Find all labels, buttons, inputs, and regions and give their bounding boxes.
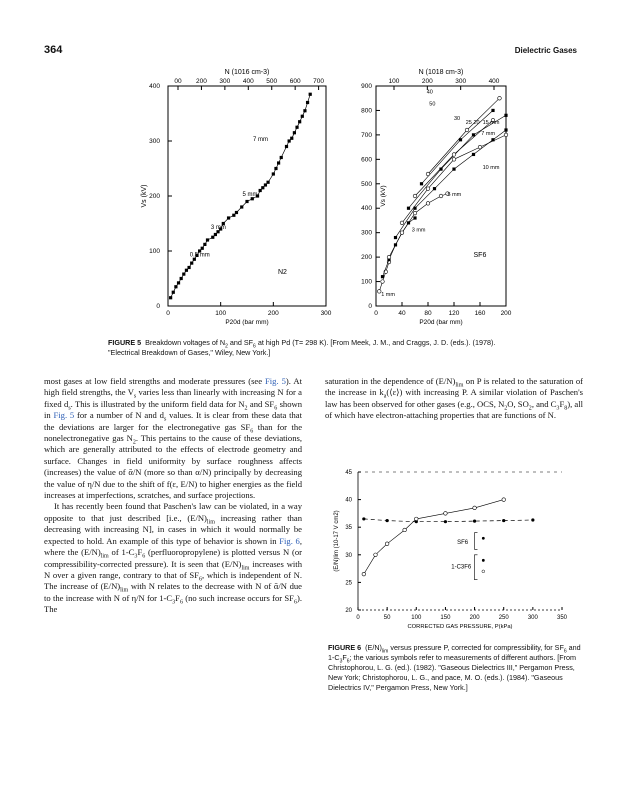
sf6-point (473, 520, 476, 523)
n2-data-point (211, 236, 214, 239)
right-x-tick: 40 (398, 310, 406, 317)
n2-data-point (280, 156, 283, 159)
fig6-y-tick: 30 (345, 552, 352, 559)
left-y-tick: 200 (149, 193, 160, 200)
sf6-point (444, 520, 447, 523)
left-top-tick: 500 (266, 78, 278, 85)
n2-data-point (206, 238, 209, 241)
left-x-tick: 200 (267, 310, 279, 317)
paragraph: saturation in the dependence of $(E/N)_{lim}$ on P is related to the saturation of the increase in $k_a(⟨\varepsilon⟩)$ with increasing P. A similar violation of Paschen's law has been observed for other gases (e.g., OCS, $N_2O$, $SO_2$, and $C_3F_8$), all of which have electron-attaching properties that are functions of N. (325, 376, 583, 421)
sf6-data-point (407, 207, 410, 210)
right-curve-label: 20 (473, 119, 480, 126)
fig6-y-tick: 25 (345, 580, 352, 587)
right-top-tick: 400 (488, 78, 500, 85)
right-x-tick: 160 (474, 310, 486, 317)
sf6-curve (379, 262, 389, 291)
n2-data-point (245, 200, 248, 203)
c3f6-point (444, 512, 448, 516)
n2-data-point (285, 145, 288, 148)
n2-data-point (264, 183, 267, 186)
body-column-left (44, 376, 302, 616)
n2-data-point (303, 109, 306, 112)
left-top-tick: 200 (196, 78, 207, 85)
n2-data-point (203, 243, 206, 246)
right-y-tick: 800 (361, 107, 372, 115)
n2-data-point (187, 266, 190, 269)
left-y-tick: 100 (149, 248, 160, 255)
n2-curve (171, 94, 311, 297)
c3f6-curve (364, 500, 504, 574)
sf6-data-point (504, 133, 508, 137)
figure-6 (330, 460, 585, 642)
c3f6-point (502, 498, 506, 502)
fig6-y-tick: 35 (345, 525, 352, 532)
n2-data-point (240, 205, 243, 208)
n2-data-point (298, 120, 301, 123)
n2-data-point (201, 247, 204, 250)
right-gas-label: SF6 (473, 252, 487, 260)
legend-c3f6: 1-C3F6 (451, 564, 472, 571)
n2-data-point (261, 186, 264, 189)
sf6-data-point (413, 194, 417, 198)
c3f6-point (374, 553, 378, 557)
n2-data-point (185, 269, 188, 272)
left-x-tick: 0 (166, 310, 170, 317)
legend-symbol (482, 559, 485, 562)
right-curve-label: 1 mm (381, 292, 395, 299)
right-top-axis-label: N (1018 cm-3) (418, 69, 464, 76)
figure-5-label: FIGURE 5 (108, 338, 142, 347)
sf6-data-point (387, 255, 391, 259)
fig6-x-label: CORRECTED GAS PRESSURE, P(kPa) (407, 624, 513, 630)
right-curve-label: 25 (465, 119, 472, 126)
left-x-tick: 300 (320, 310, 332, 317)
n2-data-point (277, 161, 280, 164)
right-top-tick: 200 (421, 78, 433, 85)
sf6-point (362, 517, 365, 520)
legend-brace-sf6 (474, 533, 477, 550)
fig6-x-tick: 100 (411, 615, 422, 621)
n2-data-point (274, 167, 277, 170)
sf6-data-point (426, 202, 430, 206)
fig6-y-label: (E/N)lim (10-17 V cm2) (334, 510, 340, 572)
sf6-data-point (426, 187, 430, 191)
sf6-data-point (420, 182, 423, 185)
n2-data-point (288, 139, 291, 142)
sf6-data-point (504, 114, 507, 117)
n2-data-point (272, 172, 275, 175)
n2-data-point (232, 214, 235, 217)
left-top-axis-label: N (1016 cm-3) (224, 69, 270, 76)
left-top-tick: 600 (289, 78, 301, 85)
n2-data-point (180, 277, 183, 280)
sf6-data-point (465, 128, 469, 132)
sf6-point (386, 519, 389, 522)
sf6-data-point (452, 168, 455, 171)
sf6-data-point (478, 145, 482, 149)
legend-brace-c3f6 (474, 555, 477, 580)
fig6-x-tick: 150 (440, 615, 451, 621)
fig6-x-tick: 50 (383, 615, 391, 621)
c3f6-point (403, 528, 407, 532)
right-x-tick: 0 (374, 310, 378, 317)
n2-data-point (293, 131, 296, 134)
legend-symbol (482, 570, 485, 573)
left-gas-label: N2 (278, 269, 287, 276)
left-y-tick: 0 (156, 303, 160, 310)
right-x-tick: 80 (424, 310, 432, 317)
right-curve-label: 50 (429, 101, 436, 108)
right-y-tick: 100 (361, 278, 372, 286)
n2-data-point (169, 296, 172, 299)
c3f6-point (385, 542, 389, 546)
n2-data-point (235, 211, 238, 214)
n2-data-point (259, 189, 262, 192)
figure-6-label: FIGURE 6 (328, 643, 362, 652)
fig6-x-tick: 250 (498, 615, 509, 621)
figure-5-caption-text: Breakdown voltages of $N_2$ and $SF_6$ at high Pd (T= 298 K). [From Meek, J. M., and Craggs, J. D. (eds.). (1978). "Electrical Breakdown of Gases," Wiley, New York.] (108, 338, 496, 357)
right-x-tick: 200 (500, 310, 512, 317)
left-y-tick: 400 (149, 83, 160, 90)
right-y-tick: 900 (361, 83, 372, 90)
sf6-curve (396, 130, 507, 238)
page-number: 364 (44, 44, 63, 56)
left-top-tick: 00 (174, 78, 182, 85)
left-curve-label: 0.5 mm (189, 252, 210, 259)
sf6-curve (389, 194, 448, 258)
figure-5-caption (108, 338, 508, 358)
sf6-data-point (439, 194, 443, 198)
right-curve-label: 30 (454, 116, 461, 123)
right-y-tick: 500 (361, 180, 372, 188)
right-curve-label: 5 mm (447, 192, 462, 198)
sf6-data-point (400, 221, 404, 225)
sf6-data-point (491, 109, 494, 112)
sf6-data-point (381, 275, 384, 278)
legend-sf6: SF6 (457, 539, 469, 546)
paragraph: It has recently been found that Paschen's law can be violated, in a way opposite to that just described [i.e., $(E/N)_{lim}$ increasing rather than decreasing with increasing N], in cases in which it would normally be expected to hold. An example of this type of behavior is shown in Fig. 6, where the $(E/N)_{lim}$ of $1-C_3F_6$ (perfluoropropylene) is plotted versus N (or compressibility-corrected pressure). It is seen that $(E/N)_{lim}$ increases with N over a given range, contrary to that of $SF_6$, which is independent of N. The increase of $(E/N)_{lim}$ with N relates to the decrease with N of ᾱ/N due to the increase with N of η/N for $1-C_3F_6$ (no such increase occurs for $SF_6$). The (44, 501, 302, 615)
right-top-tick: 100 (388, 78, 400, 85)
figure-5 (108, 66, 518, 336)
sf6-data-point (413, 216, 416, 219)
left-top-tick: 700 (313, 78, 325, 85)
left-top-tick: 300 (219, 78, 231, 85)
right-top-tick: 300 (455, 78, 467, 85)
sf6-point (502, 519, 505, 522)
fig6-y-tick: 20 (345, 608, 352, 614)
sf6-data-point (452, 158, 456, 162)
n2-data-point (172, 291, 175, 294)
right-curve-label: 15 mm (482, 119, 500, 126)
sf6-data-point (426, 172, 430, 176)
running-title: Dielectric Gases (514, 46, 577, 55)
left-x-label: P20d (bar mm) (225, 319, 269, 326)
right-y-tick: 400 (361, 205, 372, 213)
figure-6-caption-text: $(E/N)_{lim}$ versus pressure P, corrected for compressibility, for $SF_6$ and $1-C_3F_6$; the various symbols refer to measurements of different authors. [From Christophorou, L. G. (ed.). (1982). "Gaseous Dielectrics III," Pergamon Press, New York; Christophorou, L. G., and pace, M. O. (eds.). (1984). "Gaseous Dielectrics IV," Pergamon Press, New York.] (328, 643, 581, 692)
n2-data-point (309, 93, 312, 96)
sf6-point (531, 518, 534, 521)
sf6-data-point (504, 128, 507, 131)
right-y-tick: 600 (361, 156, 372, 164)
n2-data-point (190, 262, 193, 265)
fig6-y-tick: 40 (345, 497, 352, 504)
right-y-label: Vs (kV) (380, 185, 387, 207)
figure-6-caption (328, 643, 583, 693)
c3f6-point (473, 506, 477, 510)
n2-data-point (295, 126, 298, 129)
fig6-x-tick: 300 (527, 615, 538, 621)
right-curve-label: 7 mm (481, 130, 496, 137)
left-y-tick: 300 (149, 138, 160, 145)
c3f6-point (362, 572, 366, 576)
sf6-data-point (413, 211, 417, 215)
right-curve-label: 10 mm (482, 165, 500, 172)
sf6-data-point (400, 231, 404, 235)
right-curve-label: 3 mm (411, 227, 426, 234)
right-x-label: P20d (bar mm) (419, 319, 463, 326)
sf6-data-point (472, 153, 475, 156)
right-x-tick: 120 (448, 310, 460, 317)
c3f6-point (414, 517, 418, 521)
n2-data-point (227, 216, 230, 219)
fig6-y-tick: 45 (345, 470, 352, 476)
n2-data-point (182, 273, 185, 276)
n2-data-point (174, 285, 177, 288)
left-y-label: Vs (kV) (141, 184, 148, 208)
n2-data-point (266, 181, 269, 184)
sf6-data-point (381, 280, 385, 284)
sf6-line (364, 519, 533, 522)
sf6-data-point (433, 187, 436, 190)
left-top-tick: 400 (242, 78, 254, 85)
paragraph: most gases at low field strengths and moderate pressures (see Fig. 5). At high field strengths, the $V_s$ varies less than linearly with increasing N for a fixed $d_s$. This is illustrated by the uniform field data for $N_2$ and $SF_6$ shown in Fig. 5 for a number of N and $d_s$ values. It is clear from these data that the deviations are larger for the electronegative gas $SF_6$ than for the nonelectronegative gas $N_2$. This pertains to the cause of these deviations, which are generally attributed to the effects of electrode geometry and surface. Changes in field uniformity by surface roughness affects (increases) the value of ᾱ/N (more so than α/N) principally by decreasing the value of η/N due to the shift of f(ε, E/N) to higher energies as the field increases at imperfections, scratches, and surface projections. (44, 376, 303, 501)
left-curve-label: 5 mm (242, 192, 258, 198)
fig6-x-tick: 200 (469, 615, 480, 621)
sf6-data-point (394, 236, 397, 239)
sf6-curve (402, 135, 506, 223)
fig6-x-tick: 0 (356, 615, 360, 621)
right-y-tick: 300 (361, 229, 372, 237)
n2-data-point (214, 233, 217, 236)
fig6-x-tick: 350 (556, 615, 568, 621)
left-curve-label: 3 mm (210, 225, 226, 231)
body-column-right (325, 376, 583, 422)
right-y-tick: 0 (368, 303, 372, 310)
n2-data-point (301, 115, 304, 118)
right-curve-label: 40 (426, 89, 433, 96)
sf6-data-point (498, 96, 502, 100)
n2-data-point (177, 281, 180, 284)
n2-data-point (290, 137, 293, 140)
left-curve-label: 7 mm (253, 137, 268, 143)
sf6-data-point (452, 153, 456, 157)
right-y-tick: 700 (361, 131, 372, 139)
n2-data-point (306, 101, 309, 104)
legend-symbol (482, 537, 485, 540)
left-x-tick: 100 (215, 310, 227, 317)
right-y-tick: 200 (361, 254, 372, 262)
